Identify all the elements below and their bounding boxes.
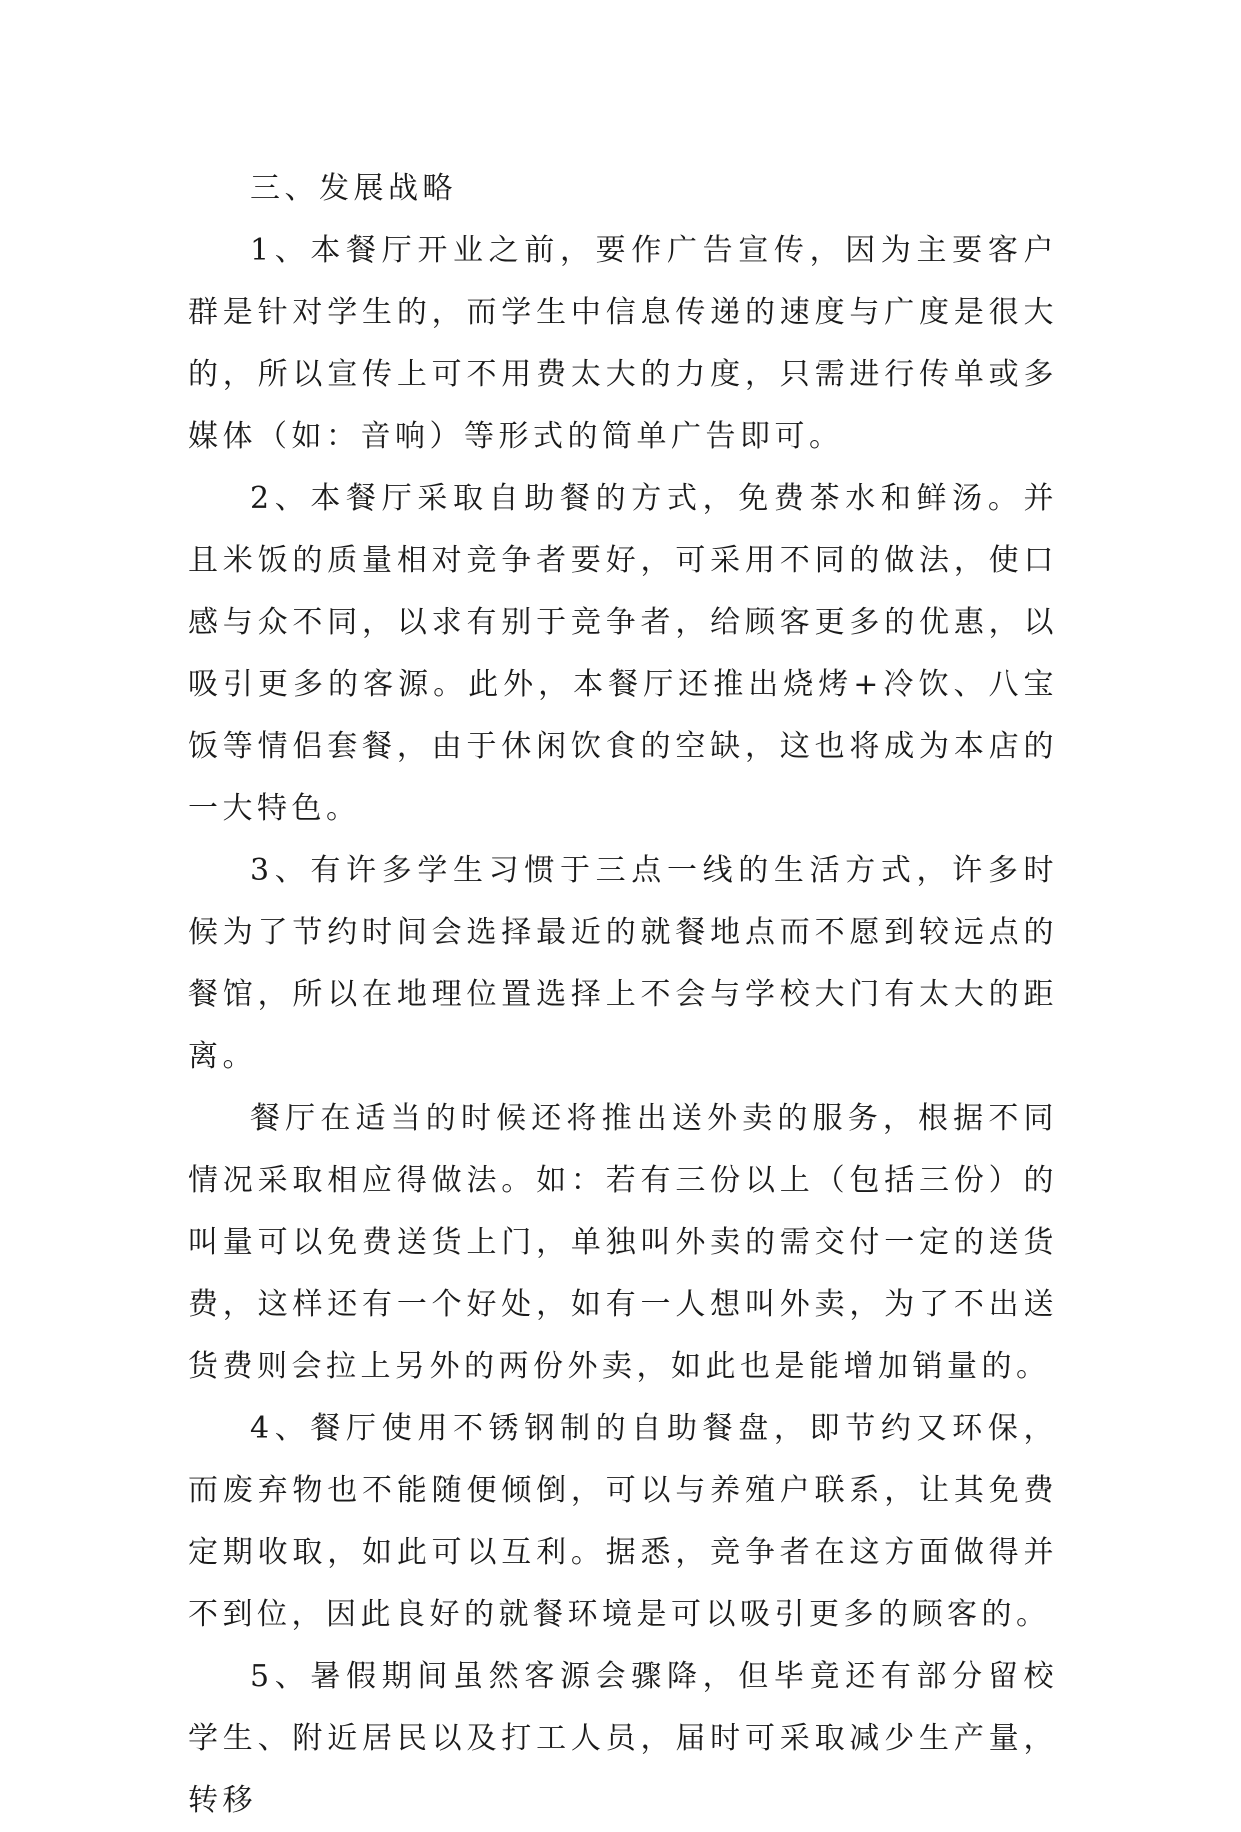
paragraph-takeout-service: 餐厅在适当的时候还将推出送外卖的服务，根据不同情况采取相应得做法。如：若有三份以上（包括三份）的叫量可以免费送货上门，单独叫外卖的需交付一定的送货费，这样还有一个好处，如有一人想叫外卖，为了不出送货费则会拉上另外的两份外卖，如此也是能增加销量的。 <box>188 1101 1058 1384</box>
paragraph-strategy-4: 4、餐厅使用不锈钢制的自助餐盘，即节约又环保，而废弃物也不能随便倾倒，可以与养殖户联系，让其免费定期收取，如此可以互利。据悉，竞争者在这方面做得并不到位，因此良好的就餐环境是可以吸引更多的顾客的。 <box>188 1411 1058 1632</box>
paragraph-strategy-5: 5、暑假期间虽然客源会骤降，但毕竟还有部分留校学生、附近居民以及打工人员，届时可采取减少生产量，转移 <box>188 1659 1058 1818</box>
section-heading: 三、发展战略 <box>250 171 457 206</box>
document-body <box>188 158 1058 1832</box>
paragraph-strategy-2: 2、本餐厅采取自助餐的方式，免费茶水和鲜汤。并且米饭的质量相对竞争者要好，可采用不同的做法，使口感与众不同，以求有别于竞争者，给顾客更多的优惠，以吸引更多的客源。此外，本餐厅还推出烧烤+冷饮、八宝饭等情侣套餐，由于休闲饮食的空缺，这也将成为本店的一大特色。 <box>188 481 1058 826</box>
paragraph-strategy-1: 1、本餐厅开业之前，要作广告宣传，因为主要客户群是针对学生的，而学生中信息传递的速度与广度是很大的，所以宣传上可不用费太大的力度，只需进行传单或多媒体（如：音响）等形式的简单广告即可。 <box>188 233 1058 454</box>
paragraph-strategy-3: 3、有许多学生习惯于三点一线的生活方式，许多时候为了节约时间会选择最近的就餐地点而不愿到较远点的餐馆，所以在地理位置选择上不会与学校大门有太大的距离。 <box>188 853 1058 1074</box>
